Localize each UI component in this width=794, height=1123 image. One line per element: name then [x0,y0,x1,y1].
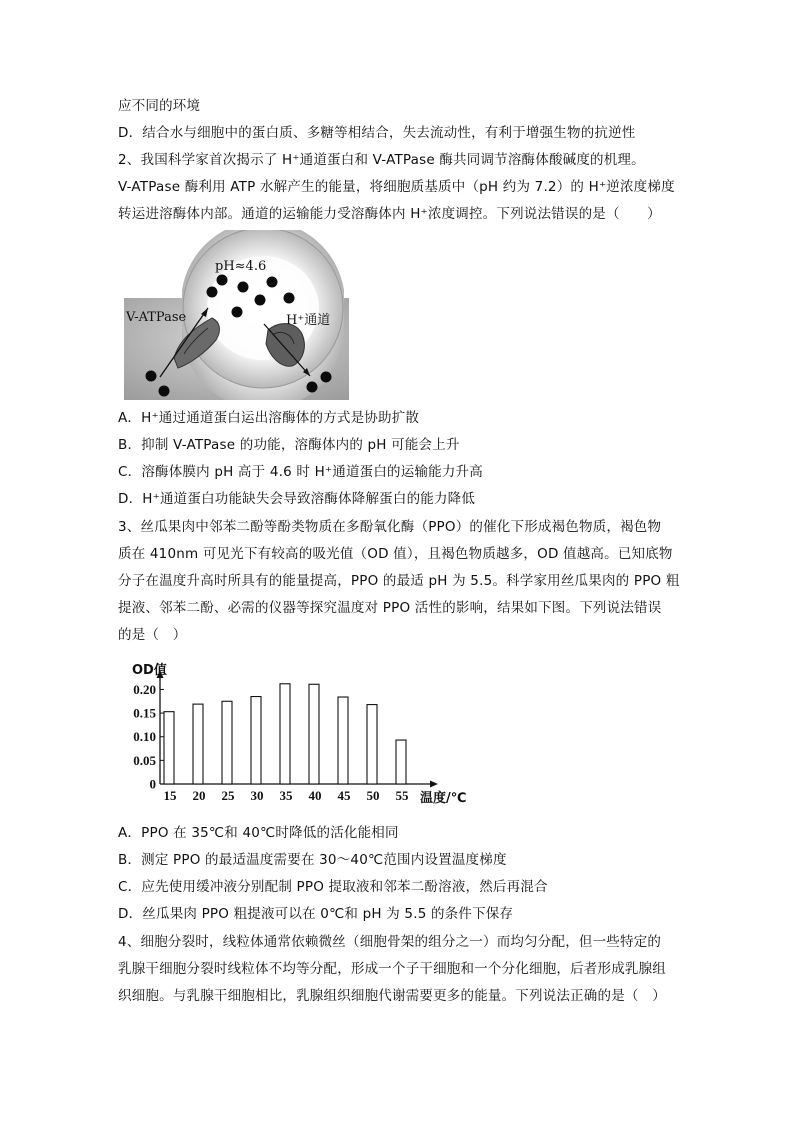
y-tick-label: 0 [149,776,156,792]
bar [338,697,348,784]
x-axis-arrowhead [430,781,438,788]
proton-dot [159,386,170,397]
bar [193,704,203,784]
x-tick-label: 35 [279,788,293,803]
text-line: A．H⁺通过通道蛋白运出溶酶体的方式是协助扩散 [118,410,420,426]
text-line: 分子在温度升高时所具有的能量提高，PPO 的最适 pH 为 5.5。科学家用丝瓜果肉的 PPO 粗 [118,573,680,589]
ph-label: pH≈4.6 [215,259,267,274]
x-tick-label: 30 [250,788,264,803]
proton-dot [321,372,332,383]
bar [309,684,319,784]
text-line: 2、我国科学家首次揭示了 H⁺通道蛋白和 V-ATPase 酶共同调节溶酶体酸碱度的机理。 [118,152,645,168]
od-chart-svg [118,658,478,808]
text-line: 质在 410nm 可见光下有较高的吸光值（OD 值），且褐色物质越多，OD 值越高。已知底物 [118,546,673,562]
bar [222,701,232,784]
x-tick-label: 25 [221,788,235,803]
proton-dot [284,293,295,304]
text-line: 转运进溶酶体内部。通道的运输能力受溶酶体内 H⁺浓度调控。下列说法错误的是（ ） [118,206,661,222]
text-line: 应不同的环境 [118,98,201,114]
text-line: 织细胞。与乳腺干细胞相比，乳腺组织细胞代谢需要更多的能量。下列说法正确的是（ ） [118,988,666,1004]
bar [164,712,174,784]
x-tick-label: 55 [395,788,409,803]
lysosome-diagram [124,230,349,400]
text-line: 3、丝瓜果肉中邻苯二酚等酚类物质在多酚氧化酶（PPO）的催化下形成褐色物质，褐色物 [118,519,662,535]
x-tick-label: 15 [163,788,177,803]
text-line: B．测定 PPO 的最适温度需要在 30～40℃范围内设置温度梯度 [118,852,507,868]
text-line: 乳腺干细胞分裂时线粒体不均等分配，形成一个子干细胞和一个分化细胞，后者形成乳腺组 [118,961,666,977]
proton-dot [146,371,157,382]
text-line: D．结合水与细胞中的蛋白质、多糖等相结合，失去流动性，有利于增强生物的抗逆性 [118,125,636,141]
text-line: 的是（ ） [118,627,187,643]
x-tick-label: 40 [308,788,322,803]
text-line: C．溶酶体膜内 pH 高于 4.6 时 H⁺通道蛋白的运输能力升高 [118,464,483,480]
text-line: 4、细胞分裂时，线粒体通常依赖微丝（细胞骨架的组分之一）而均匀分配，但一些特定的 [118,934,662,950]
proton-dot [307,382,318,393]
h-channel-label: H⁺通道 [286,313,331,328]
y-tick-label: 0.10 [133,729,156,745]
text-line: A．PPO 在 35℃和 40℃时降低的活化能相同 [118,825,399,841]
bar [367,705,377,784]
y-tick-label: 0.20 [133,681,156,697]
od-bar-chart [118,658,478,808]
v-atpase-label: V-ATPase [126,310,187,325]
x-tick-label: 45 [337,788,351,803]
proton-dot [217,275,228,286]
text-line: V-ATPase 酶利用 ATP 水解产生的能量，将细胞质基质中（pH 约为 7.2）的 H⁺逆浓度梯度 [118,179,675,195]
x-tick-label: 50 [366,788,380,803]
proton-dot [207,287,218,298]
y-tick-label: 0.05 [133,752,156,768]
text-line: C．应先使用缓冲液分别配制 PPO 提取液和邻苯二酚溶液，然后再混合 [118,879,548,895]
bar [251,697,261,784]
proton-dot [255,295,266,306]
proton-dot [232,307,243,318]
bar [280,684,290,784]
proton-dot [267,277,278,288]
y-axis-label: OD值 [132,663,167,678]
proton-dot [238,282,249,293]
text-line: B．抑制 V-ATPase 的功能，溶酶体内的 pH 可能会上升 [118,437,460,453]
bar [396,740,406,784]
x-axis-label: 温度/℃ [420,791,467,806]
text-line: D．H⁺通道蛋白功能缺失会导致溶酶体降解蛋白的能力降低 [118,491,476,507]
text-line: D．丝瓜果肉 PPO 粗提液可以在 0℃和 pH 为 5.5 的条件下保存 [118,906,514,922]
x-tick-label: 20 [192,788,206,803]
y-tick-label: 0.15 [133,705,156,721]
text-line: 提液、邻苯二酚、必需的仪器等探究温度对 PPO 活性的影响，结果如下图。下列说法错误 [118,600,662,616]
